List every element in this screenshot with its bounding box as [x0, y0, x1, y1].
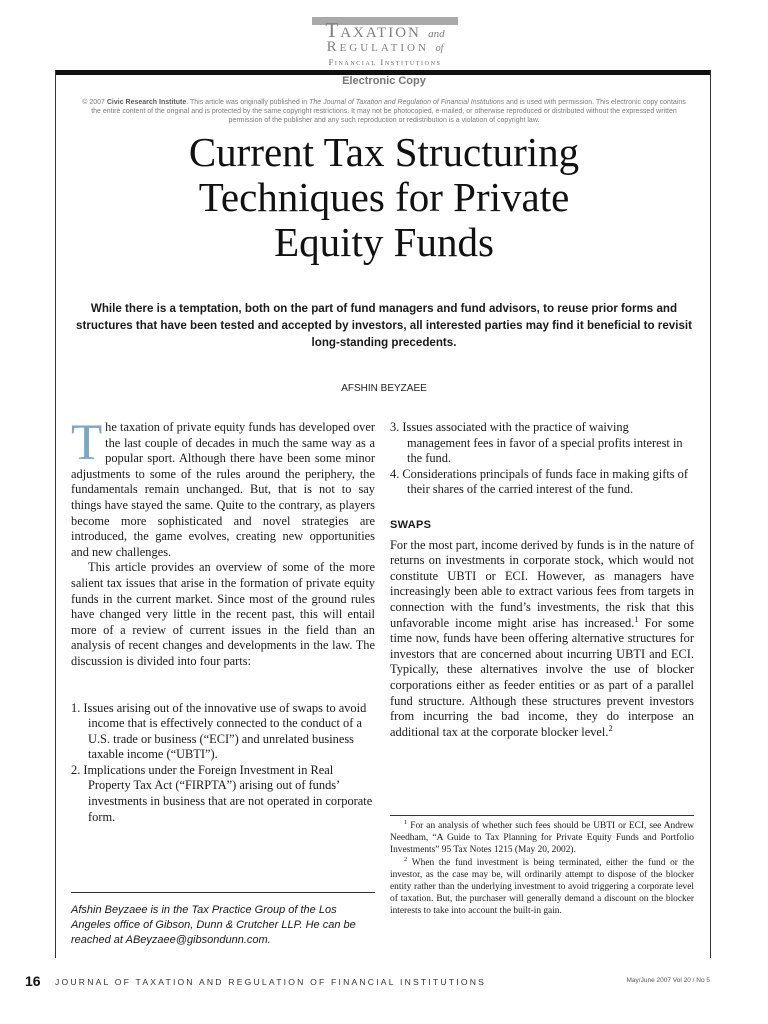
drop-cap: T	[71, 415, 103, 471]
masthead-word-and: and	[428, 28, 445, 40]
issues-list-part-2	[390, 420, 694, 498]
footnote-rule	[390, 815, 694, 816]
footnote-2-text: When the fund investment is being terminated, either the fund or the investor, as the case may be, will ordinarily attempt to dispose of the blocker entity rather than the underlying investment to avoid triggering a corporate level of taxation. But, the purchaser will generally demand a discount on the blocker interests to take into account the built-in gain.	[390, 857, 694, 917]
title-line-1: Current Tax Structuring	[188, 129, 580, 175]
title-line-3: Equity Funds	[274, 219, 494, 265]
footnotes	[390, 820, 694, 918]
title-line-2: Techniques for Private	[198, 174, 570, 220]
list-item: 1. Issues arising out of the innovative use of swaps to avoid income that is effectively connected to the conduct of a U.S. trade or business (“ECI”) and unrelated business taxable income (“UBTI”).	[71, 700, 367, 762]
page-frame-left-rule	[55, 70, 56, 958]
footnote-1-text: For an analysis of whether such fees should be UBTI or ECI, see Andrew Needham, “A Guide to Tax Planning for Private Equity Funds and Portfolio Investments” 95 Tax Notes 1215 (May 20, 2002).	[390, 821, 694, 856]
footnote-1	[390, 820, 694, 857]
paragraph-intro	[71, 415, 375, 560]
section-heading-swaps: SWAPS	[390, 518, 432, 531]
page-number: 16	[25, 973, 41, 989]
footnote-ref-1: 1	[634, 613, 639, 624]
copyright-journal: The Journal of Taxation and Regulation of Financial Institutions	[309, 99, 505, 106]
copyright-notice	[80, 98, 688, 125]
footer-journal-name: JOURNAL OF TAXATION AND REGULATION OF FINANCIAL INSTITUTIONS	[55, 977, 487, 987]
paragraph-intro-text: he taxation of private equity funds has developed over the last couple of decades in much the same way as a popular sport. Although there have been some minor adjustments to some of the rules around the periphery, the fundamentals remain unchanged. But, that is not to say things have stayed the same. Quite to the contrary, as players become more sophisticated and novel strategies are introduced, the game evolves, creating new opportunities and new challenges.	[71, 420, 375, 559]
paragraph-swaps-text-b: For some time now, funds have been offering alternative structures for investors that are concerned about incurring UBTI and ECI. Typically, these alternatives involve the use of blocker corporations either as feeder entities or as part of a parallel fund structure. Although these structures prevent investors from incurring the bad income, they do interpose an additional tax at the corporate blocker level.	[390, 615, 694, 739]
paragraph-swaps	[390, 538, 694, 741]
author-bio: Afshin Beyzaee is in the Tax Practice Group of the Los Angeles office of Gibson, Dunn & Crutcher LLP. He can be reached at ABeyzaee@gibsondunn.com.	[71, 904, 356, 946]
footnote-2	[390, 857, 694, 918]
article-deck: While there is a temptation, both on the part of fund managers and fund advisors, to reuse prior forms and structures that have been tested and accepted by investors, all interested parties may find it beneficial to revisit long-standing precedents.	[76, 302, 692, 349]
copyright-year: © 2007	[82, 99, 105, 106]
article-title	[100, 130, 668, 265]
masthead-word-of: of	[435, 43, 444, 54]
masthead-word-regulation: Regulation	[326, 39, 429, 55]
electronic-copy-label: Electronic Copy	[342, 75, 426, 87]
issues-list-part-1	[71, 701, 375, 826]
copyright-text-b: and is used with permission. This electronic copy contains the entire content of the original and is protected by the same copyright restrictions. It may not be photocopied, e-mailed, or otherwise reproduced or distributed without the expressed written permission of the publisher and any such reproduction or redistribution is a violation of copyright law.	[91, 99, 686, 124]
list-item: 2. Implications under the Foreign Investment in Real Property Tax Act (“FIRPTA”) arising out of funds’ investments in business that are not operated in corporate form.	[71, 762, 373, 824]
body-column-left	[71, 415, 375, 825]
masthead-line2	[312, 39, 458, 56]
paragraph-swaps-text-a: For the most part, income derived by funds is in the nature of returns on investments in corporate stock, which would not constitute UBTI or ECI. However, as managers have increasingly been able to extract various fees from targets in connection with the fund’s investments, the risk that this unfavorable income might arise has increased.	[390, 537, 694, 630]
footnote-2-number: 2	[404, 855, 408, 863]
masthead-word-taxation: Taxation	[325, 18, 421, 42]
copyright-text-a: . This article was originally published in	[186, 99, 310, 106]
footnote-1-number: 1	[404, 818, 408, 826]
list-item: 4. Considerations principals of funds face in making gifts of their shares of the carried interest of the fund.	[390, 466, 689, 497]
copyright-publisher: Civic Research Institute	[106, 99, 187, 106]
footnote-ref-2: 2	[608, 722, 613, 733]
bio-rule	[71, 892, 375, 893]
body-column-right	[390, 420, 694, 740]
paragraph-overview: This article provides an overview of some of the more salient tax issues that arise in the formation of private equity funds in the current market. Since most of the ground rules have changed very little in the recent past, this will entail more of a review of current issues in the field than an analysis of recent changes and developments in the law. The discussion is divided into four parts:	[71, 560, 375, 668]
page-frame-right-rule	[710, 70, 711, 958]
list-item: 3. Issues associated with the practice of waiving management fees in favor of a special profits interest in the fund.	[390, 420, 683, 466]
footer-issue: May/June 2007 Vol 20 / No 5	[626, 977, 710, 984]
masthead-line3: Financial Institutions	[328, 57, 442, 67]
article-author: AFSHIN BEYZAEE	[341, 383, 427, 394]
